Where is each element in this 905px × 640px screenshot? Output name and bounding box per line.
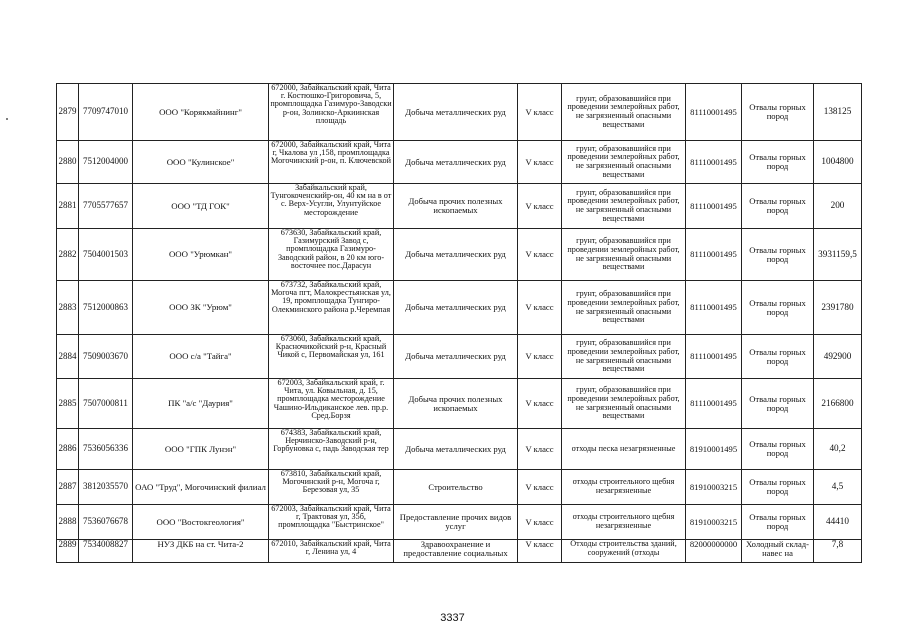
hazard-class-cell: V класс	[518, 335, 562, 379]
address-cell: 672003, Забайкальский край, Чита г, Трактовая ул, 35б, промплощадка "Быстринское"	[269, 505, 394, 540]
table-row	[57, 540, 862, 563]
amount-cell: 44410	[814, 505, 862, 540]
address-cell: 672010, Забайкальский край, Чита г, Ленина ул, 4	[269, 540, 394, 563]
facility-type-cell: Отвалы горных пород	[742, 429, 814, 470]
row-number: 2883	[57, 281, 79, 335]
address-cell: 673810, Забайкальский край, Могочинский р-н, Могоча г, Березовая ул, 35	[269, 470, 394, 505]
table-row	[57, 505, 862, 540]
organization-name: ООО "Кулинское"	[133, 141, 269, 184]
facility-type-cell: Отвалы горных пород	[742, 335, 814, 379]
activity-cell: Добыча металлических руд	[394, 229, 518, 281]
inn-cell: 7509003670	[79, 335, 133, 379]
waste-description-cell: грунт, образовавшийся при проведении землеройных работ, не загрязненный опасными веществами	[562, 184, 686, 229]
organization-name: ОАО "Труд", Могочинский филиал	[133, 470, 269, 505]
organization-name: ООО с/а "Тайга"	[133, 335, 269, 379]
facility-type-cell: Отвалы горных пород	[742, 281, 814, 335]
waste-description-cell: Отходы строительства зданий, сооружений (отходы	[562, 540, 686, 563]
hazard-class-cell: V класс	[518, 281, 562, 335]
row-number: 2880	[57, 141, 79, 184]
address-cell: Забайкальский край, Тунгокоченскийр-он, 40 км на в от с. Верх-Усугли, Улунтуйское месторождение	[269, 184, 394, 229]
hazard-class-cell: V класс	[518, 379, 562, 429]
inn-cell: 7507000811	[79, 379, 133, 429]
page-number: 3337	[440, 612, 465, 624]
row-number: 2879	[57, 84, 79, 141]
amount-cell: 138125	[814, 84, 862, 141]
row-number: 2888	[57, 505, 79, 540]
inn-cell: 7709747010	[79, 84, 133, 141]
row-number: 2881	[57, 184, 79, 229]
amount-cell: 2391780	[814, 281, 862, 335]
facility-type-cell: Отвалы горных пород	[742, 470, 814, 505]
amount-cell: 7,8	[814, 540, 862, 563]
waste-description-cell: грунт, образовавшийся при проведении землеройных работ, не загрязненный опасными веществами	[562, 281, 686, 335]
inn-cell: 7534008827	[79, 540, 133, 563]
activity-cell: Добыча металлических руд	[394, 335, 518, 379]
fkko-code-cell: 81110001495	[686, 184, 742, 229]
amount-cell: 4,5	[814, 470, 862, 505]
amount-cell: 40,2	[814, 429, 862, 470]
row-number: 2884	[57, 335, 79, 379]
waste-description-cell: грунт, образовавшийся при проведении землеройных работ, не загрязненный опасными веществами	[562, 379, 686, 429]
inn-cell: 7504001503	[79, 229, 133, 281]
activity-cell: Добыча металлических руд	[394, 84, 518, 141]
fkko-code-cell: 81110001495	[686, 84, 742, 141]
amount-cell: 200	[814, 184, 862, 229]
hazard-class-cell: V класс	[518, 184, 562, 229]
facility-type-cell: Отвалы горных пород	[742, 184, 814, 229]
activity-cell: Добыча металлических руд	[394, 281, 518, 335]
hazard-class-cell: V класс	[518, 141, 562, 184]
row-number: 2886	[57, 429, 79, 470]
inn-cell: 3812035570	[79, 470, 133, 505]
row-number: 2885	[57, 379, 79, 429]
waste-description-cell: грунт, образовавшийся при проведении землеройных работ, не загрязненный опасными веществами	[562, 335, 686, 379]
facility-type-cell: Холодный склад-навес на	[742, 540, 814, 563]
address-cell: 673060, Забайкальский край, Красночикойский р-н, Красный Чикой с, Первомайская ул, 161	[269, 335, 394, 379]
row-number: 2887	[57, 470, 79, 505]
amount-cell: 2166800	[814, 379, 862, 429]
address-cell: 673630, Забайкальский край, Газимурский Завод с, промплощадка Газимуро-Заводский район, в 20 км юго-восточнее пос.Дарасун	[269, 229, 394, 281]
waste-description-cell: грунт, образовавшийся при проведении землеройных работ, не загрязненный опасными веществами	[562, 229, 686, 281]
fkko-code-cell: 81910003215	[686, 470, 742, 505]
organization-name: ООО "Востокгеология"	[133, 505, 269, 540]
table-row	[57, 184, 862, 229]
organization-name: ООО ЗК "Урюм"	[133, 281, 269, 335]
table-row	[57, 379, 862, 429]
waste-description-cell: грунт, образовавшийся при проведении землеройных работ, не загрязненный опасными веществами	[562, 141, 686, 184]
hazard-class-cell: V класс	[518, 540, 562, 563]
waste-registry-table	[56, 83, 862, 563]
activity-cell: Добыча металлических руд	[394, 141, 518, 184]
address-cell: 673732, Забайкальский край, Могоча пгт, Малокрестьянская ул, 19, промплощадка Тунгиро- Олекминского района р.Черемпая	[269, 281, 394, 335]
inn-cell: 7705577657	[79, 184, 133, 229]
organization-name: ООО "ТД ГОК"	[133, 184, 269, 229]
hazard-class-cell: V класс	[518, 505, 562, 540]
table-row	[57, 141, 862, 184]
address-cell: 672000, Забайкальский край, Чита г, Чкалова ул ,158, промплощадка Могочинский р-он, п. Ключевской	[269, 141, 394, 184]
inn-cell: 7512004000	[79, 141, 133, 184]
address-cell: 674383, Забайкальский край, Нерчинско-Заводский р-н, Горбуновка с, падь Заводская тер	[269, 429, 394, 470]
amount-cell: 492900	[814, 335, 862, 379]
facility-type-cell: Отвалы горных пород	[742, 84, 814, 141]
amount-cell: 1004800	[814, 141, 862, 184]
address-cell: 672000, Забайкальский край, Чита г. Костюшко-Григоровича, 5, промплощадка Газимуро-Заводски р-он, Золинско-Аркиинская площадь	[269, 84, 394, 141]
activity-cell: Предоставление прочих видов услуг	[394, 505, 518, 540]
activity-cell: Здравоохранение и предоставление социальных	[394, 540, 518, 563]
row-number: 2889	[57, 540, 79, 563]
table-row	[57, 470, 862, 505]
fkko-code-cell: 81910003215	[686, 505, 742, 540]
hazard-class-cell: V класс	[518, 84, 562, 141]
fkko-code-cell: 82000000000	[686, 540, 742, 563]
amount-cell: 3931159,5	[814, 229, 862, 281]
fkko-code-cell: 81910001495	[686, 429, 742, 470]
waste-description-cell: отходы песка незагрязненные	[562, 429, 686, 470]
facility-type-cell: Отвалы горных пород	[742, 505, 814, 540]
activity-cell: Строительство	[394, 470, 518, 505]
organization-name: НУЗ ДКБ на ст. Чита-2	[133, 540, 269, 563]
activity-cell: Добыча металлических руд	[394, 429, 518, 470]
fkko-code-cell: 81110001495	[686, 335, 742, 379]
fkko-code-cell: 81110001495	[686, 229, 742, 281]
row-number: 2882	[57, 229, 79, 281]
waste-description-cell: грунт, образовавшийся при проведении землеройных работ, не загрязненный опасными веществами	[562, 84, 686, 141]
hazard-class-cell: V класс	[518, 470, 562, 505]
fkko-code-cell: 81110001495	[686, 141, 742, 184]
organization-name: ООО "ГПК Лунэн"	[133, 429, 269, 470]
waste-description-cell: отходы строительного щебня незагрязненные	[562, 470, 686, 505]
organization-name: ООО "Урюмкан"	[133, 229, 269, 281]
organization-name: ООО "Корякмайнинг"	[133, 84, 269, 141]
facility-type-cell: Отвалы горных пород	[742, 379, 814, 429]
address-cell: 672003, Забайкальский край, г. Чита, ул. Ковыльная, д. 15, промплощадка месторождение Чашино-Ильдиканское лев. пр.р. Сред.Борзя	[269, 379, 394, 429]
inn-cell: 7536076678	[79, 505, 133, 540]
activity-cell: Добыча прочих полезных ископаемых	[394, 184, 518, 229]
organization-name: ПК "а/с "Даурия"	[133, 379, 269, 429]
waste-description-cell: отходы строительного щебня незагрязненные	[562, 505, 686, 540]
inn-cell: 7536056336	[79, 429, 133, 470]
table-row	[57, 429, 862, 470]
hazard-class-cell: V класс	[518, 229, 562, 281]
inn-cell: 7512000863	[79, 281, 133, 335]
table-row	[57, 335, 862, 379]
hazard-class-cell: V класс	[518, 429, 562, 470]
activity-cell: Добыча прочих полезных ископаемых	[394, 379, 518, 429]
scan-speck	[6, 118, 8, 120]
facility-type-cell: Отвалы горных пород	[742, 229, 814, 281]
table-row	[57, 84, 862, 141]
facility-type-cell: Отвалы горных пород	[742, 141, 814, 184]
table-row	[57, 281, 862, 335]
fkko-code-cell: 81110001495	[686, 281, 742, 335]
fkko-code-cell: 81110001495	[686, 379, 742, 429]
table-row	[57, 229, 862, 281]
